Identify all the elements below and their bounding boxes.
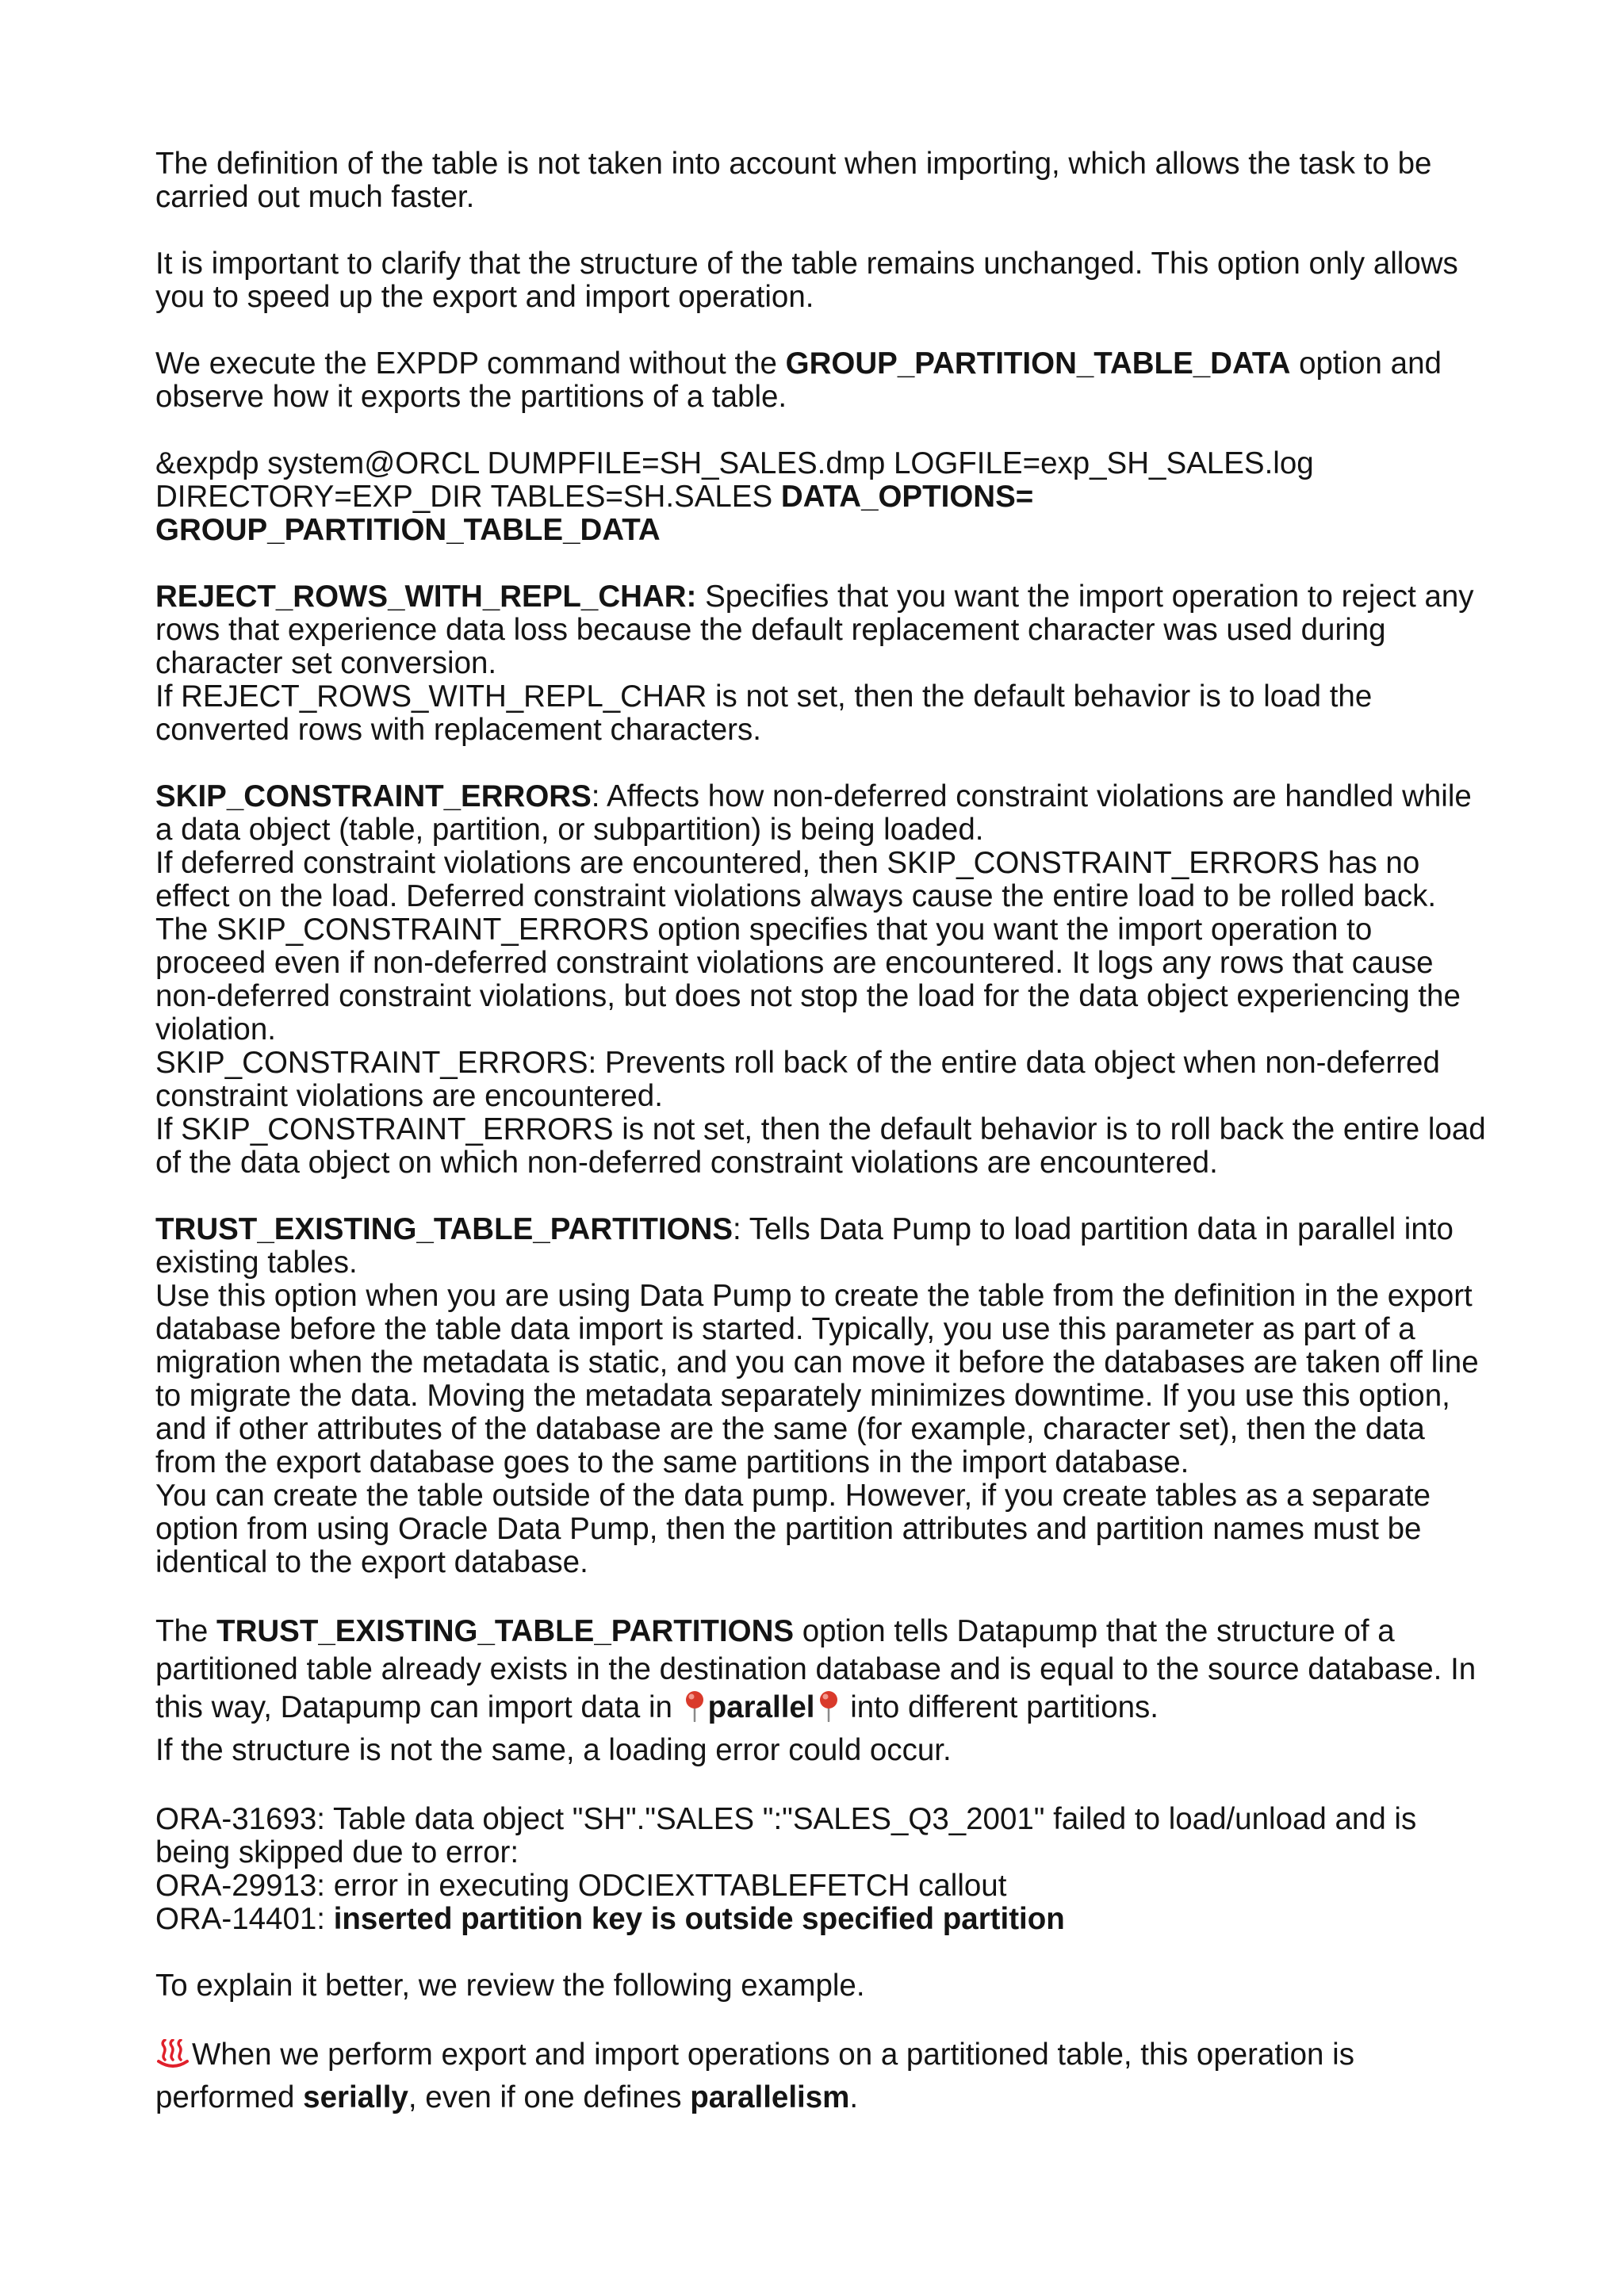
paragraph-intro	[155, 147, 1488, 214]
paragraph-expdp-intro	[155, 347, 1488, 414]
serial-note-post: .	[849, 2080, 859, 2114]
paragraph-serial-note	[155, 2036, 1488, 2117]
round-pushpin-icon	[818, 1690, 839, 1732]
intro-text: The definition of the table is not taken into account when importing, which allows the task to be carried out much faster.	[155, 147, 1432, 214]
ora-error-14401	[155, 1903, 1488, 1936]
skip-constraint-option: The SKIP_CONSTRAINT_ERRORS option specifies that you want the import operation to proceed even if non-deferred constraint violations are encountered. It logs any rows that cause non-deferred constraint violations, but does not stop the load for the data object experiencing the violation.	[155, 913, 1461, 1047]
expdp-command-option: DATA_OPTIONS= GROUP_PARTITION_TABLE_DATA	[155, 480, 1034, 547]
skip-constraint-deferred: If deferred constraint violations are encountered, then SKIP_CONSTRAINT_ERRORS has no effect on the load. Deferred constraint violations always cause the entire load to be rolled back.	[155, 846, 1437, 913]
trust-explained-parallel: parallel	[707, 1690, 815, 1724]
ora-error-29913: ORA-29913: error in executing ODCIEXTTABLEFETCH callout	[155, 1869, 1007, 1903]
section-trust-partitions	[155, 1213, 1488, 1579]
round-pushpin-icon	[684, 1690, 705, 1732]
ora-error-14401-code: ORA-14401:	[155, 1902, 334, 1936]
trust-explained-term: TRUST_EXISTING_TABLE_PARTITIONS	[216, 1614, 795, 1648]
reject-rows-default: If REJECT_ROWS_WITH_REPL_CHAR is not set, then the default behavior is to load the converted rows with replacement characters.	[155, 679, 1373, 747]
section-ora-errors	[155, 1803, 1488, 1936]
trust-partitions-term: TRUST_EXISTING_TABLE_PARTITIONS	[155, 1212, 733, 1246]
trust-explained-mid: option tells Datapump that the structure of a partitioned table already exists in the destination database and is equal to the source database. In this way, Datapump can import data in	[155, 1614, 1477, 1724]
skip-constraint-prevents: SKIP_CONSTRAINT_ERRORS: Prevents roll back of the entire data object when non-deferred constraint violations are encountered.	[155, 1046, 1440, 1113]
trust-partitions-outside: You can create the table outside of the data pump. However, if you create tables as a separate option from using Oracle Data Pump, then the partition attributes and partition names must be identical to the export database.	[155, 1479, 1431, 1579]
paragraph-explain	[155, 1969, 1488, 2003]
reject-rows-definition	[155, 580, 1488, 680]
hot-springs-icon	[155, 2039, 190, 2079]
trust-partitions-definition	[155, 1213, 1488, 1280]
expdp-intro-post: option and observe how it exports the partitions of a table.	[155, 346, 1442, 414]
section-reject-rows	[155, 580, 1488, 747]
serial-note-mid: , even if one defines	[408, 2080, 691, 2114]
reject-rows-term: REJECT_ROWS_WITH_REPL_CHAR:	[155, 580, 697, 614]
trust-explained-post: into different partitions.	[841, 1690, 1159, 1724]
trust-explained-pre: The	[155, 1614, 217, 1648]
ora-error-14401-message: inserted partition key is outside specified partition	[333, 1902, 1065, 1936]
expdp-intro-pre: We execute the EXPDP command without the	[155, 346, 786, 381]
explain-text: To explain it better, we review the following example.	[155, 1969, 865, 2003]
section-trust-explained	[155, 1613, 1488, 1770]
reject-rows-desc: Specifies that you want the import operation to reject any rows that experience data loss because the default replacement character was used during character set conversion.	[155, 580, 1474, 680]
skip-constraint-definition	[155, 780, 1488, 847]
paragraph-expdp-command	[155, 447, 1488, 547]
expdp-command-text: &expdp system@ORCL DUMPFILE=SH_SALES.dmp LOGFILE=exp_SH_SALES.log DIRECTORY=EXP_DIR TABLES=SH.SALES	[155, 446, 1314, 514]
trust-explained-text	[155, 1613, 1488, 1732]
section-skip-constraint	[155, 780, 1488, 1180]
trust-explained-error: If the structure is not the same, a loading error could occur.	[155, 1733, 952, 1767]
paragraph-structure	[155, 247, 1488, 314]
trust-partitions-desc: : Tells Data Pump to load partition data in parallel into existing tables.	[155, 1212, 1454, 1280]
skip-constraint-default: If SKIP_CONSTRAINT_ERRORS is not set, then the default behavior is to roll back the entire load of the data object on which non-deferred constraint violations are encountered.	[155, 1112, 1486, 1180]
document-page	[155, 147, 1488, 2150]
serial-note-pre: When we perform export and import operations on a partitioned table, this operation is performed	[155, 2038, 1354, 2114]
trust-partitions-usage: Use this option when you are using Data Pump to create the table from the definition in the export database before the table data import is started. Typically, you use this parameter as part of a migration when the metadata is static, and you can move it before the databases are taken off line to migrate the data. Moving the metadata separately minimizes downtime. If you use this option, and if other attributes of the database are the same (for example, character set), then the data from the export database goes to the same partitions in the import database.	[155, 1279, 1479, 1479]
expdp-intro-option: GROUP_PARTITION_TABLE_DATA	[785, 346, 1291, 381]
structure-text: It is important to clarify that the structure of the table remains unchanged. This option only allows you to speed up the export and import operation.	[155, 247, 1458, 314]
skip-constraint-desc: : Affects how non-deferred constraint violations are handled while a data object (table, partition, or subpartition) is being loaded.	[155, 779, 1472, 847]
ora-error-31693: ORA-31693: Table data object "SH"."SALES ":"SALES_Q3_2001" failed to load/unload and is being skipped due to error:	[155, 1802, 1417, 1869]
skip-constraint-term: SKIP_CONSTRAINT_ERRORS	[155, 779, 592, 813]
serial-note-parallelism: parallelism	[690, 2080, 850, 2114]
serial-note-serially: serially	[303, 2080, 408, 2114]
